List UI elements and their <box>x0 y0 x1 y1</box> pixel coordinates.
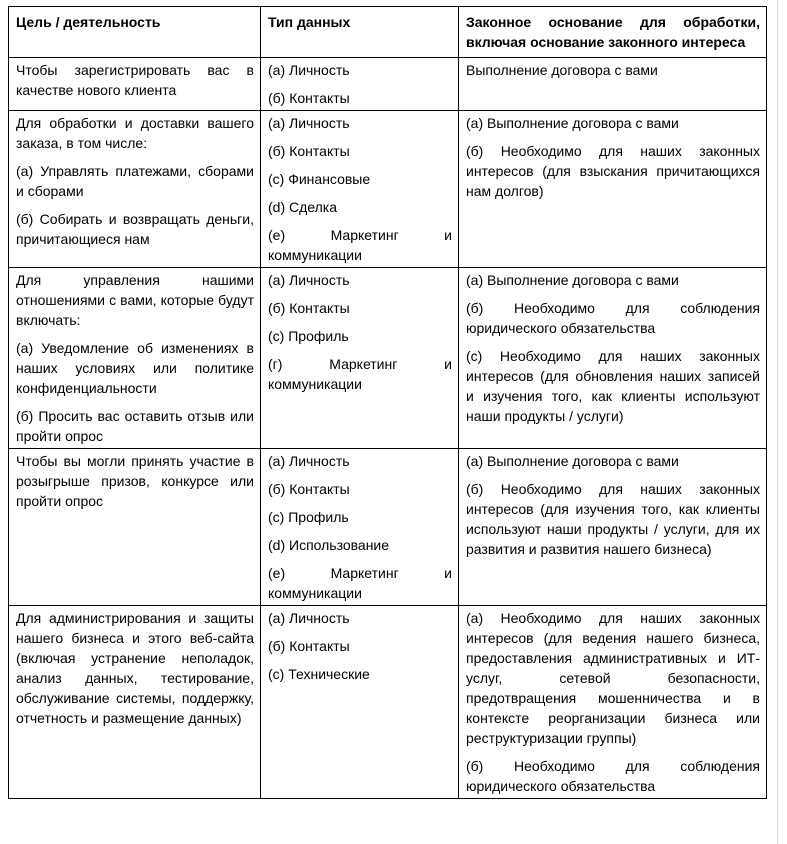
lawful-basis-paragraph: (б) Необходимо для соблюдения юридического обязательства <box>466 758 760 794</box>
data-type-paragraph: (с) Финансовые <box>268 171 371 187</box>
lawful-basis-paragraph: (б) Необходимо для наших законных интересов (для изучения того, как клиенты используют наши продукты / услуги, для их развития и развития нашего бизнеса) <box>466 481 760 557</box>
lawful-basis-paragraph: (а) Выполнение договора с вами <box>466 115 679 131</box>
table-row <box>9 58 767 111</box>
data-type-cell <box>261 268 459 449</box>
data-type-paragraph: (е) Маркетинг и коммуникации <box>268 227 452 263</box>
lawful-basis-paragraph: (б) Необходимо для соблюдения юридического обязательства <box>466 300 760 336</box>
purpose-cell <box>9 268 261 449</box>
purpose-paragraph: Чтобы вы могли принять участие в розыгрыше призов, конкурсе или пройти опрос <box>16 453 254 509</box>
purpose-paragraph: Для обработки и доставки вашего заказа, в том числе: <box>16 115 254 151</box>
data-type-paragraph: (б) Контакты <box>268 300 350 316</box>
page-edge-divider <box>777 0 778 844</box>
data-type-cell <box>261 111 459 268</box>
table-row <box>9 449 767 606</box>
lawful-basis-paragraph: (с) Необходимо для наших законных интересов (для обновления наших записей и изучения того, как клиенты используют наши продукты / услуги) <box>466 348 760 424</box>
data-type-cell <box>261 606 459 799</box>
purpose-paragraph: Для администрирования и защиты нашего бизнеса и этого веб-сайта (включая устранение неполадок, анализ данных, тестирование, обслуживание системы, поддержку, отчетность и размещение данных) <box>16 610 254 726</box>
data-type-paragraph: (а) Личность <box>268 115 350 131</box>
data-type-paragraph: (с) Технические <box>268 666 370 682</box>
purpose-paragraph: (б) Просить вас оставить отзыв или пройти опрос <box>16 408 254 444</box>
table-body <box>9 58 767 799</box>
data-type-paragraph: (б) Контакты <box>268 143 350 159</box>
data-type-cell <box>261 449 459 606</box>
purpose-paragraph: (а) Управлять платежами, сборами и сборами <box>16 163 254 199</box>
purpose-paragraph: (а) Уведомление об изменениях в наших условиях или политике конфиденциальности <box>16 340 254 396</box>
table-header-row <box>9 7 767 58</box>
lawful-basis-paragraph: Выполнение договора с вами <box>466 62 658 78</box>
data-type-cell <box>261 58 459 111</box>
lawful-basis-paragraph: (б) Необходимо для наших законных интересов (для взыскания причитающихся нам долгов) <box>466 143 760 199</box>
data-type-paragraph: (б) Контакты <box>268 481 350 497</box>
data-type-paragraph: (а) Личность <box>268 272 350 288</box>
lawful-basis-paragraph: (а) Необходимо для наших законных интересов (для ведения нашего бизнеса, предоставления административных и ИТ-услуг, сетевой безопасности, предотвращения мошенничества и в контексте реорганизации бизнеса или реструктуризации группы) <box>466 610 760 746</box>
data-type-paragraph: (с) Профиль <box>268 509 349 525</box>
purpose-cell <box>9 606 261 799</box>
lawful-basis-cell <box>459 449 767 606</box>
lawful-basis-cell <box>459 111 767 268</box>
header-data-type: Тип данных <box>261 7 459 58</box>
data-type-paragraph: (d) Использование <box>268 537 390 553</box>
lawful-basis-table <box>8 6 767 799</box>
data-type-paragraph: (г) Маркетинг и коммуникации <box>268 356 452 392</box>
purpose-cell <box>9 111 261 268</box>
header-lawful-basis: Законное основание для обработки, включая основание законного интереса <box>459 7 767 58</box>
data-type-paragraph: (б) Контакты <box>268 638 350 654</box>
table-row <box>9 606 767 799</box>
data-type-paragraph: (е) Маркетинг и коммуникации <box>268 565 452 601</box>
table-row <box>9 268 767 449</box>
purpose-paragraph: Для управления нашими отношениями с вами, которые будут включать: <box>16 272 254 328</box>
purpose-paragraph: (б) Собирать и возвращать деньги, причитающиеся нам <box>16 211 254 247</box>
lawful-basis-cell <box>459 268 767 449</box>
purpose-paragraph: Чтобы зарегистрировать вас в качестве нового клиента <box>16 62 254 98</box>
data-type-paragraph: (б) Контакты <box>268 90 350 106</box>
lawful-basis-cell <box>459 58 767 111</box>
header-purpose: Цель / деятельность <box>9 7 261 58</box>
data-type-paragraph: (а) Личность <box>268 610 350 626</box>
table-row <box>9 111 767 268</box>
purpose-cell <box>9 449 261 606</box>
purpose-cell <box>9 58 261 111</box>
data-type-paragraph: (d) Сделка <box>268 199 337 215</box>
data-type-paragraph: (а) Личность <box>268 62 350 78</box>
data-type-paragraph: (с) Профиль <box>268 328 349 344</box>
lawful-basis-paragraph: (а) Выполнение договора с вами <box>466 453 679 469</box>
lawful-basis-cell <box>459 606 767 799</box>
lawful-basis-paragraph: (а) Выполнение договора с вами <box>466 272 679 288</box>
data-type-paragraph: (а) Личность <box>268 453 350 469</box>
